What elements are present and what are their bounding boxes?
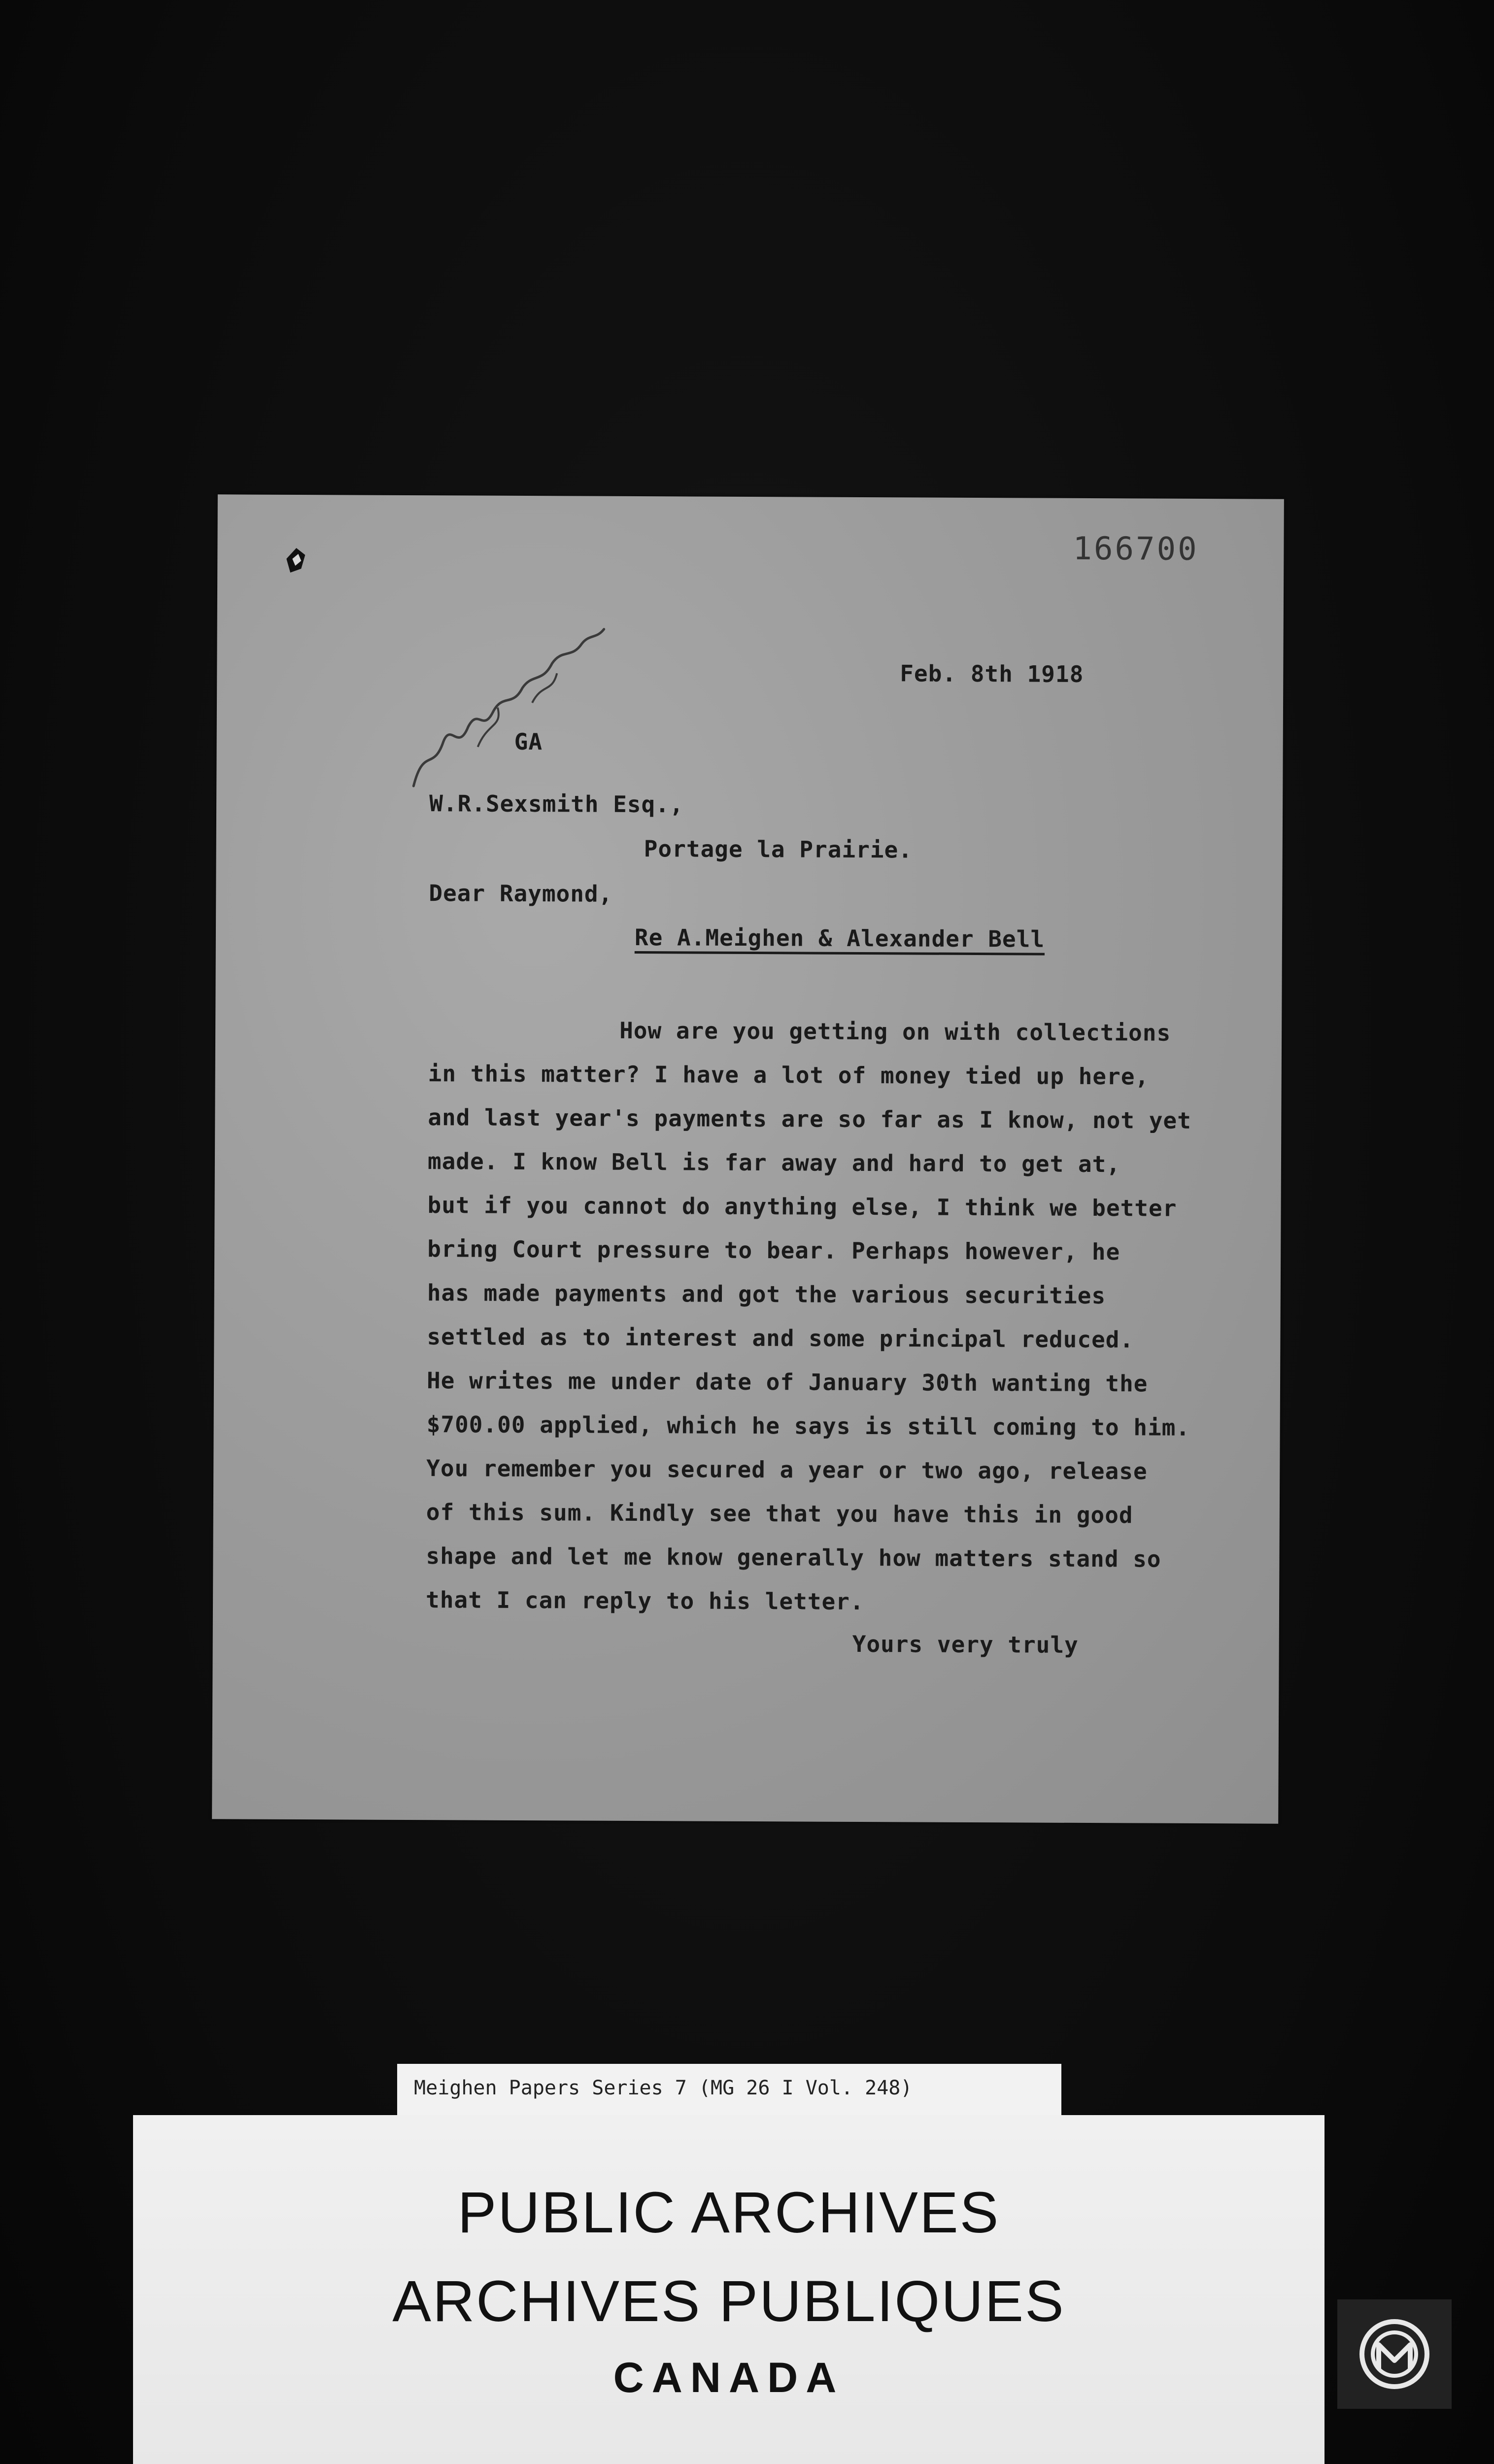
body-line: that I can reply to his letter. [425, 1586, 864, 1615]
punch-hole-mark [281, 544, 311, 579]
body-line: You remember you secured a year or two ago, release [426, 1455, 1148, 1485]
typist-initials: GA [514, 728, 543, 755]
subject-line: Re A.Meighen & Alexander Bell [634, 924, 1045, 953]
salutation: Dear Raymond, [429, 880, 613, 907]
body-line: made. I know Bell is far away and hard to get at, [427, 1148, 1121, 1178]
letter-body [426, 1008, 1217, 1625]
series-label-text: Meighen Papers Series 7 (MG 26 I Vol. 248) [414, 2077, 913, 2099]
addressee: W.R.Sexsmith Esq., [429, 790, 684, 818]
body-line: in this matter? I have a lot of money tied up here, [428, 1060, 1150, 1090]
archives-country: CANADA [613, 2354, 845, 2401]
archives-title-fr: ARCHIVES PUBLIQUES [392, 2269, 1065, 2334]
body-line: shape and let me know generally how matters stand so [426, 1542, 1161, 1573]
archives-title-en: PUBLIC ARCHIVES [457, 2180, 1000, 2245]
body-line: and last year's payments are so far as I know, not yet [428, 1104, 1191, 1134]
body-line: of this sum. Kindly see that you have this in good [426, 1499, 1133, 1529]
letter-page [212, 494, 1284, 1823]
body-line: but if you cannot do anything else, I think we better [427, 1192, 1177, 1222]
archives-logo-icon [1337, 2299, 1452, 2409]
closing: Yours very truly [852, 1630, 1079, 1658]
body-line: How are you getting on with collections [619, 1017, 1171, 1046]
body-line: $700.00 applied, which he says is still coming to him. [426, 1411, 1190, 1441]
letter-date: Feb. 8th 1918 [900, 660, 1084, 687]
body-line: bring Court pressure to bear. Perhaps however, he [427, 1235, 1120, 1266]
series-label [397, 2064, 1061, 2115]
body-line: settled as to interest and some principal reduced. [427, 1323, 1134, 1353]
address: Portage la Prairie. [644, 835, 913, 863]
archives-logo-graphic [1337, 2299, 1452, 2409]
handwritten-signature [404, 623, 611, 802]
document-number: 166700 [1073, 530, 1199, 568]
archives-card [133, 2115, 1324, 2464]
body-line: has made payments and got the various securities [427, 1279, 1106, 1309]
body-line: He writes me under date of January 30th wanting the [426, 1367, 1148, 1397]
